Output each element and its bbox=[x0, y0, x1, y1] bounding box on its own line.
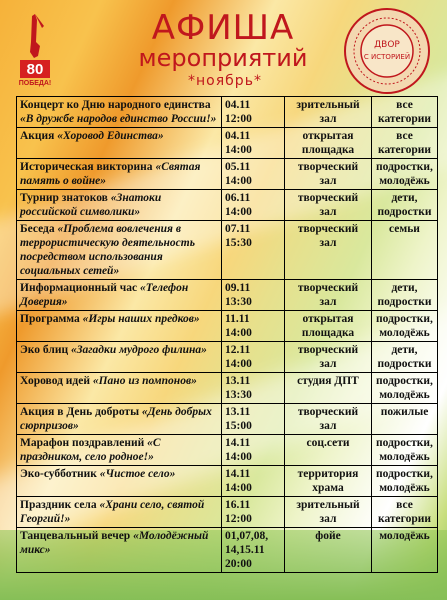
event-quote: «Святая память о войне» bbox=[20, 161, 201, 187]
event-name: Беседа bbox=[20, 223, 55, 235]
event-date-cell bbox=[222, 311, 285, 342]
event-name-cell bbox=[17, 190, 222, 221]
event-date: 14.11 bbox=[225, 437, 251, 449]
event-audience: пожилые bbox=[372, 404, 438, 435]
event-name-cell bbox=[17, 435, 222, 466]
event-quote: «Чистое село» bbox=[99, 468, 176, 480]
event-date: 11.11 bbox=[225, 313, 250, 325]
event-place: соц.сети bbox=[285, 435, 372, 466]
event-name: Эко блиц bbox=[20, 344, 69, 356]
event-quote: «Загадки мудрого филина» bbox=[70, 344, 207, 356]
event-place: творческий зал bbox=[285, 159, 372, 190]
emblem-line1: ДВОР bbox=[374, 40, 400, 50]
event-audience: все категории bbox=[372, 497, 438, 528]
event-date: 13.11 bbox=[225, 375, 251, 387]
event-quote: «День добрых сюрпризов» bbox=[20, 406, 212, 432]
event-quote: «Проблема вовлечения в террористическую деятельность посредством использования социальных сетей» bbox=[20, 223, 195, 277]
event-time: 14:00 bbox=[225, 451, 252, 463]
events-table bbox=[16, 96, 438, 573]
event-date: 04.11 bbox=[225, 99, 251, 111]
event-date-cell bbox=[222, 466, 285, 497]
event-audience: семьи bbox=[372, 221, 438, 280]
event-quote: «Телефон Доверия» bbox=[20, 282, 189, 308]
event-audience: подростки, молодёжь bbox=[372, 373, 438, 404]
event-date-cell bbox=[222, 280, 285, 311]
event-date-cell bbox=[222, 190, 285, 221]
event-time: 14:00 bbox=[225, 175, 252, 187]
event-place: открытая площадка bbox=[285, 128, 372, 159]
event-place: творческий зал bbox=[285, 280, 372, 311]
event-audience: дети, подростки bbox=[372, 280, 438, 311]
event-name: Программа bbox=[20, 313, 80, 325]
event-date: 12.11 bbox=[225, 344, 251, 356]
event-name-cell bbox=[17, 466, 222, 497]
event-place: фойе bbox=[285, 528, 372, 573]
event-row bbox=[17, 159, 438, 190]
event-date: 07.11 bbox=[225, 223, 251, 235]
event-time: 13:30 bbox=[225, 296, 252, 308]
event-place: творческий зал bbox=[285, 221, 372, 280]
event-date: 13.11 bbox=[225, 406, 251, 418]
event-audience: подростки, молодёжь bbox=[372, 159, 438, 190]
poster-header bbox=[0, 0, 447, 96]
event-quote: «Пано из помпонов» bbox=[92, 375, 197, 387]
poster-title: АФИША bbox=[151, 8, 295, 48]
event-audience: подростки, молодёжь bbox=[372, 466, 438, 497]
event-name-cell bbox=[17, 311, 222, 342]
event-name: Турнир знатоков bbox=[20, 192, 108, 204]
event-date-cell bbox=[222, 128, 285, 159]
event-time: 14:00 bbox=[225, 327, 252, 339]
event-time: 14:00 bbox=[225, 358, 252, 370]
event-name-cell bbox=[17, 497, 222, 528]
event-name-cell bbox=[17, 128, 222, 159]
event-name: Историческая викторина bbox=[20, 161, 153, 173]
event-name-cell bbox=[17, 528, 222, 573]
event-quote: «Храни село, святой Георгий!» bbox=[20, 499, 205, 525]
event-name-cell bbox=[17, 159, 222, 190]
event-row bbox=[17, 280, 438, 311]
event-date: 05.11 bbox=[225, 161, 251, 173]
event-date: 16.11 bbox=[225, 499, 251, 511]
event-time: 14:00 bbox=[225, 206, 252, 218]
event-time: 13:30 bbox=[225, 389, 252, 401]
event-place: творческий зал bbox=[285, 342, 372, 373]
event-row bbox=[17, 311, 438, 342]
event-name-cell bbox=[17, 221, 222, 280]
logo-caption: ПОБЕДА! bbox=[18, 80, 52, 87]
event-place: студия ДПТ bbox=[285, 373, 372, 404]
event-quote: «Молодёжный микс» bbox=[20, 530, 209, 556]
event-time: 12:00 bbox=[225, 513, 252, 525]
event-row bbox=[17, 128, 438, 159]
event-name: Информационный час bbox=[20, 282, 138, 294]
event-time: 12:00 bbox=[225, 113, 252, 125]
dvor-s-istoriey-emblem bbox=[340, 6, 434, 96]
event-quote: «Хоровод Единства» bbox=[57, 130, 164, 142]
event-name: Танцевальный вечер bbox=[20, 530, 131, 542]
event-name: Хоровод идей bbox=[20, 375, 90, 387]
event-quote: «Знатоки российской символики» bbox=[20, 192, 162, 218]
event-name-cell bbox=[17, 342, 222, 373]
event-date-cell bbox=[222, 528, 285, 573]
event-audience: подростки, молодёжь bbox=[372, 311, 438, 342]
event-row bbox=[17, 97, 438, 128]
event-place: творческий зал bbox=[285, 190, 372, 221]
event-quote: «В дружбе народов единство России!» bbox=[20, 113, 217, 125]
event-place: зрительный зал bbox=[285, 497, 372, 528]
poster-subtitle: мероприятий bbox=[138, 44, 308, 72]
event-date: 04.11 bbox=[225, 130, 251, 142]
event-name: Концерт ко Дню народного единства bbox=[20, 99, 211, 111]
event-row bbox=[17, 404, 438, 435]
event-date: 06.11 bbox=[225, 192, 251, 204]
event-name: Эко-субботник bbox=[20, 468, 97, 480]
event-place: зрительный зал bbox=[285, 97, 372, 128]
event-date: 01,07,08, 14,15.11 bbox=[225, 530, 269, 556]
event-name-cell bbox=[17, 373, 222, 404]
event-date: 14.11 bbox=[225, 468, 251, 480]
event-row bbox=[17, 466, 438, 497]
event-row bbox=[17, 497, 438, 528]
victory-80-logo bbox=[14, 12, 56, 88]
event-date-cell bbox=[222, 221, 285, 280]
event-audience: дети, подростки bbox=[372, 190, 438, 221]
event-date-cell bbox=[222, 497, 285, 528]
event-place: территория храма bbox=[285, 466, 372, 497]
logo-number: 80 bbox=[26, 61, 44, 78]
event-name-cell bbox=[17, 97, 222, 128]
event-place: открытая площадка bbox=[285, 311, 372, 342]
event-audience: дети, подростки bbox=[372, 342, 438, 373]
event-place: творческий зал bbox=[285, 404, 372, 435]
event-time: 14:00 bbox=[225, 144, 252, 156]
event-name-cell bbox=[17, 280, 222, 311]
event-audience: молодёжь bbox=[372, 528, 438, 573]
event-name-cell bbox=[17, 404, 222, 435]
event-audience: подростки, молодёжь bbox=[372, 435, 438, 466]
event-row bbox=[17, 373, 438, 404]
event-row bbox=[17, 190, 438, 221]
event-date-cell bbox=[222, 404, 285, 435]
event-name: Праздник села bbox=[20, 499, 97, 511]
event-time: 20:00 bbox=[225, 558, 252, 570]
event-quote: «С праздником, село родное!» bbox=[20, 437, 161, 463]
event-audience: все категории bbox=[372, 128, 438, 159]
event-row bbox=[17, 435, 438, 466]
event-time: 15:30 bbox=[225, 237, 252, 249]
event-row bbox=[17, 221, 438, 280]
event-time: 14:00 bbox=[225, 482, 252, 494]
event-audience: все категории bbox=[372, 97, 438, 128]
event-time: 15:00 bbox=[225, 420, 252, 432]
event-date: 09.11 bbox=[225, 282, 251, 294]
event-date-cell bbox=[222, 373, 285, 404]
event-date-cell bbox=[222, 342, 285, 373]
emblem-line2: С ИСТОРИЕЙ bbox=[363, 53, 411, 61]
event-row bbox=[17, 528, 438, 573]
event-date-cell bbox=[222, 159, 285, 190]
event-date-cell bbox=[222, 97, 285, 128]
event-name: Марафон поздравлений bbox=[20, 437, 145, 449]
event-row bbox=[17, 342, 438, 373]
poster-month: *ноябрь* bbox=[188, 73, 262, 89]
event-quote: «Игры наших предков» bbox=[82, 313, 200, 325]
event-name: Акция в День доброты bbox=[20, 406, 140, 418]
event-name: Акция bbox=[20, 130, 55, 142]
event-date-cell bbox=[222, 435, 285, 466]
